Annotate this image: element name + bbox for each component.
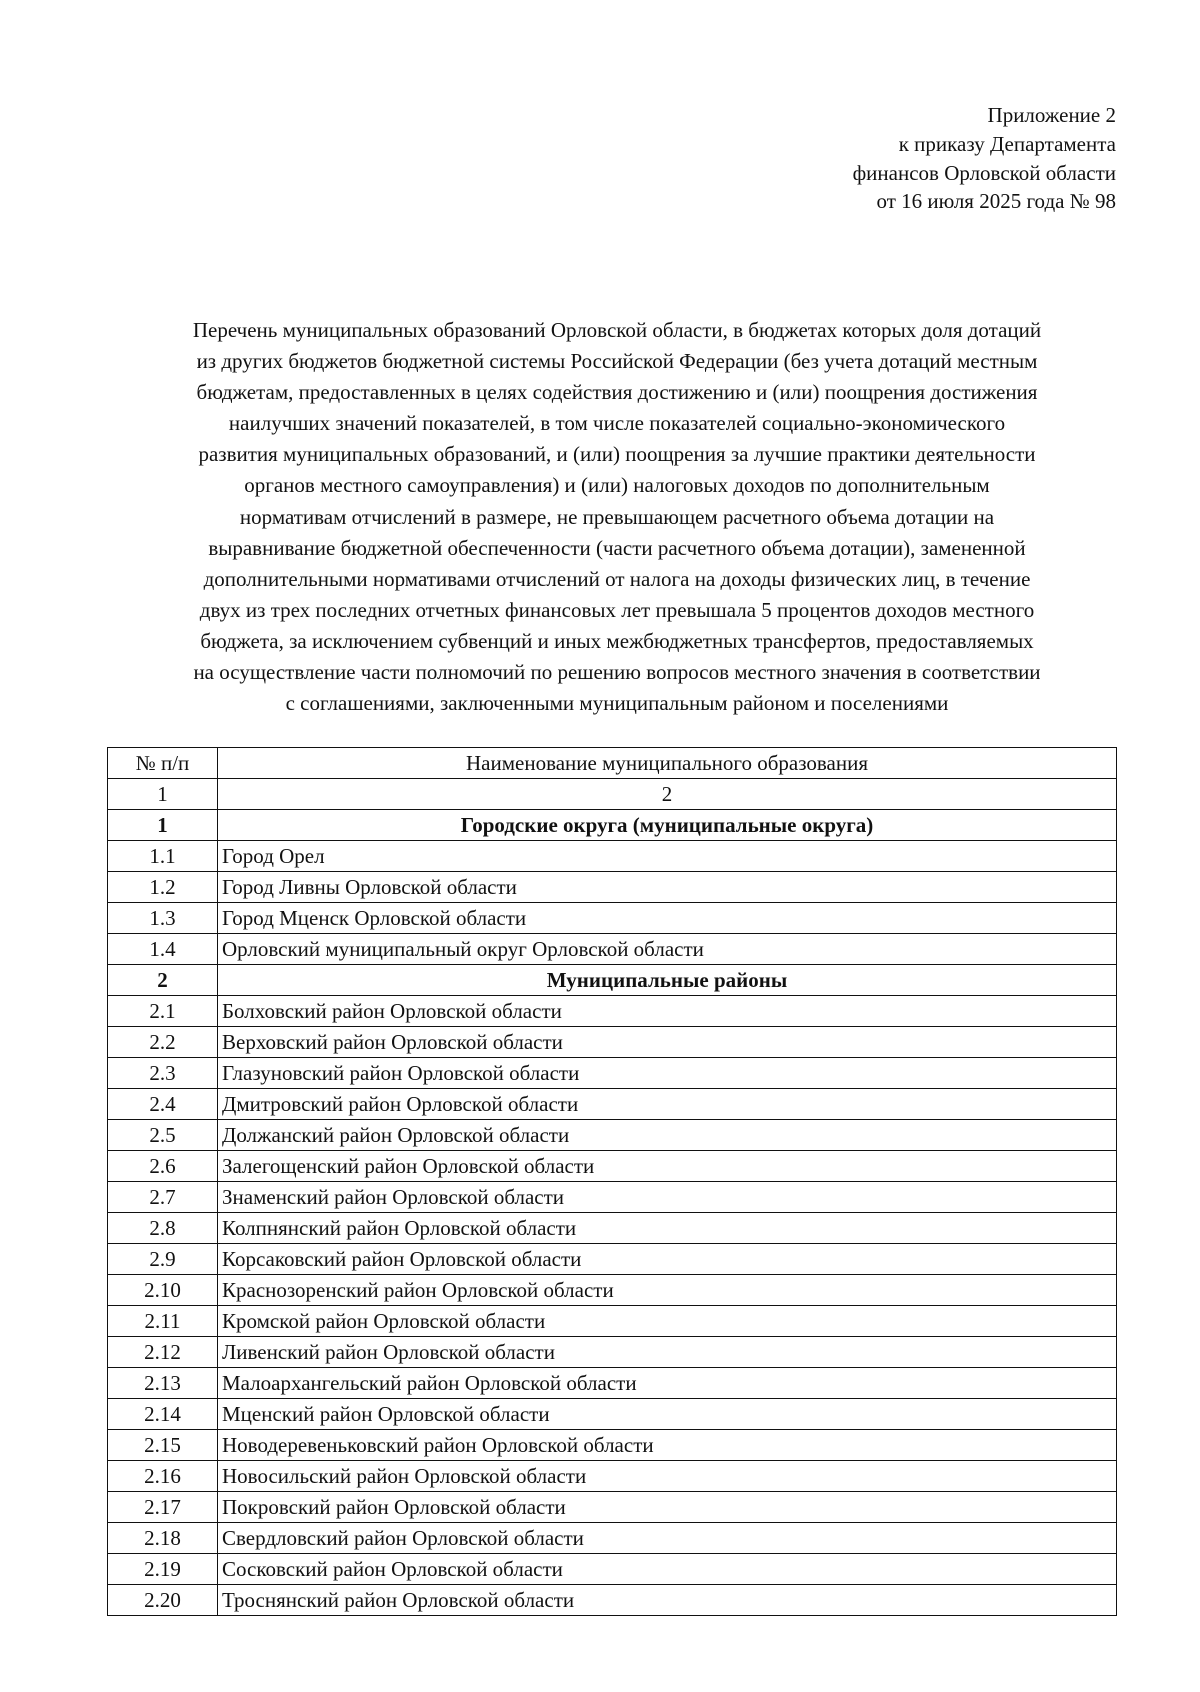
row-number: 2.3 — [108, 1058, 218, 1089]
document-title — [112, 315, 1122, 719]
appendix-line: Приложение 2 — [987, 103, 1116, 127]
municipality-name: Покровский район Орловской области — [218, 1492, 1117, 1523]
row-number: 1 — [108, 810, 218, 841]
table-row — [108, 1058, 1117, 1089]
column-numbers-row — [108, 779, 1117, 810]
title-line: бюджетам, предоставленных в целях содействия достижению и (или) поощрения достижения — [196, 380, 1038, 405]
appendix-line: к приказу Департамента — [898, 131, 1116, 156]
table-row — [108, 841, 1117, 872]
section-row — [108, 810, 1117, 841]
municipality-name: Мценский район Орловской области — [218, 1399, 1117, 1430]
title-line: дополнительными нормативами отчислений от налога на доходы физических лиц, в течение — [203, 566, 1031, 591]
municipality-name: Город Мценск Орловской области — [218, 903, 1117, 934]
table-row — [108, 1213, 1117, 1244]
title-line: с соглашениями, заключенными муниципальным районом и поселениями — [285, 691, 949, 716]
municipalities-table — [107, 747, 1117, 1616]
table-row — [108, 1120, 1117, 1151]
table-row — [108, 1554, 1117, 1585]
row-number: 2.13 — [108, 1368, 218, 1399]
row-number: 2.1 — [108, 996, 218, 1027]
section-row — [108, 965, 1117, 996]
row-number: 2.2 — [108, 1027, 218, 1058]
row-number: 2.6 — [108, 1151, 218, 1182]
municipality-name: Сосковский район Орловской области — [218, 1554, 1117, 1585]
table-row — [108, 1368, 1117, 1399]
municipality-name: Орловский муниципальный округ Орловской области — [218, 934, 1117, 965]
column-number: 1 — [108, 779, 218, 810]
title-line: выравнивание бюджетной обеспеченности (части расчетного объема дотации), замененной — [208, 535, 1026, 560]
row-number: 2.14 — [108, 1399, 218, 1430]
row-number: 2.8 — [108, 1213, 218, 1244]
row-number: 1.1 — [108, 841, 218, 872]
row-number: 2.10 — [108, 1275, 218, 1306]
table-row — [108, 1337, 1117, 1368]
municipality-name: Знаменский район Орловской области — [218, 1182, 1117, 1213]
row-number: 2.15 — [108, 1430, 218, 1461]
municipality-name: Малоархангельский район Орловской области — [218, 1368, 1117, 1399]
table-row — [108, 1275, 1117, 1306]
table-row — [108, 1399, 1117, 1430]
municipality-name: Свердловский район Орловской области — [218, 1523, 1117, 1554]
table-row — [108, 1182, 1117, 1213]
title-line: органов местного самоуправления) и (или) налоговых доходов по дополнительным — [244, 473, 990, 498]
municipality-name: Глазуновский район Орловской области — [218, 1058, 1117, 1089]
row-number: 2.16 — [108, 1461, 218, 1492]
table-row — [108, 1492, 1117, 1523]
municipality-name: Краснозоренский район Орловской области — [218, 1275, 1117, 1306]
row-number: 1.2 — [108, 872, 218, 903]
row-number: 2.7 — [108, 1182, 218, 1213]
row-number: 2.18 — [108, 1523, 218, 1554]
table-row — [108, 1306, 1117, 1337]
table-row — [108, 996, 1117, 1027]
municipality-name: Колпнянский район Орловской области — [218, 1213, 1117, 1244]
title-line: из других бюджетов бюджетной системы Российской Федерации (без учета дотаций местным — [196, 349, 1038, 374]
title-line: на осуществление части полномочий по решению вопросов местного значения в соответствии — [193, 660, 1041, 685]
municipality-name: Новосильский район Орловской области — [218, 1461, 1117, 1492]
municipality-name: Должанский район Орловской области — [218, 1120, 1117, 1151]
title-line: бюджета, за исключением субвенций и иных межбюджетных трансфертов, предоставляемых — [200, 628, 1034, 653]
table-row — [108, 934, 1117, 965]
title-line: развития муниципальных образований, и (или) поощрения за лучшие практики деятельности — [198, 442, 1036, 467]
municipality-name: Дмитровский район Орловской области — [218, 1089, 1117, 1120]
row-number: 1.3 — [108, 903, 218, 934]
row-number: 2.5 — [108, 1120, 218, 1151]
row-number: 2.17 — [108, 1492, 218, 1523]
row-number: 2 — [108, 965, 218, 996]
table-row — [108, 1523, 1117, 1554]
appendix-header — [853, 101, 1116, 216]
municipality-name: Муниципальные районы — [218, 965, 1117, 996]
table-header-row — [108, 748, 1117, 779]
municipality-name: Корсаковский район Орловской области — [218, 1244, 1117, 1275]
row-number: 2.20 — [108, 1585, 218, 1616]
municipality-name: Город Орел — [218, 841, 1117, 872]
table-row — [108, 1244, 1117, 1275]
municipality-name: Новодеревеньковский район Орловской области — [218, 1430, 1117, 1461]
municipality-name: Город Ливны Орловской области — [218, 872, 1117, 903]
column-number: 2 — [218, 779, 1117, 810]
column-header-number: № п/п — [108, 748, 218, 779]
table-row — [108, 1027, 1117, 1058]
municipality-name: Городские округа (муниципальные округа) — [218, 810, 1117, 841]
appendix-line: финансов Орловской области — [852, 160, 1116, 185]
row-number: 2.4 — [108, 1089, 218, 1120]
title-line: нормативам отчислений в размере, не превышающем расчетного объема дотации на — [239, 504, 995, 529]
municipality-name: Верховский район Орловской области — [218, 1027, 1117, 1058]
municipality-name: Ливенский район Орловской области — [218, 1337, 1117, 1368]
table-row — [108, 1430, 1117, 1461]
table-row — [108, 903, 1117, 934]
row-number: 2.9 — [108, 1244, 218, 1275]
table-row — [108, 1585, 1117, 1616]
table-row — [108, 1151, 1117, 1182]
table-row — [108, 1089, 1117, 1120]
column-header-name: Наименование муниципального образования — [218, 748, 1117, 779]
row-number: 2.11 — [108, 1306, 218, 1337]
municipality-name: Кромской район Орловской области — [218, 1306, 1117, 1337]
row-number: 2.19 — [108, 1554, 218, 1585]
municipality-name: Болховский район Орловской области — [218, 996, 1117, 1027]
title-line: двух из трех последних отчетных финансовых лет превышала 5 процентов доходов местного — [199, 597, 1035, 622]
municipality-name: Залегощенский район Орловской области — [218, 1151, 1117, 1182]
table-row — [108, 872, 1117, 903]
title-line: наилучших значений показателей, в том числе показателей социально-экономического — [228, 411, 1006, 436]
title-line: Перечень муниципальных образований Орловской области, в бюджетах которых доля дотаций — [192, 318, 1042, 342]
row-number: 1.4 — [108, 934, 218, 965]
table-row — [108, 1461, 1117, 1492]
row-number: 2.12 — [108, 1337, 218, 1368]
appendix-line: от 16 июля 2025 года № 98 — [876, 189, 1116, 214]
municipality-name: Троснянский район Орловской области — [218, 1585, 1117, 1616]
